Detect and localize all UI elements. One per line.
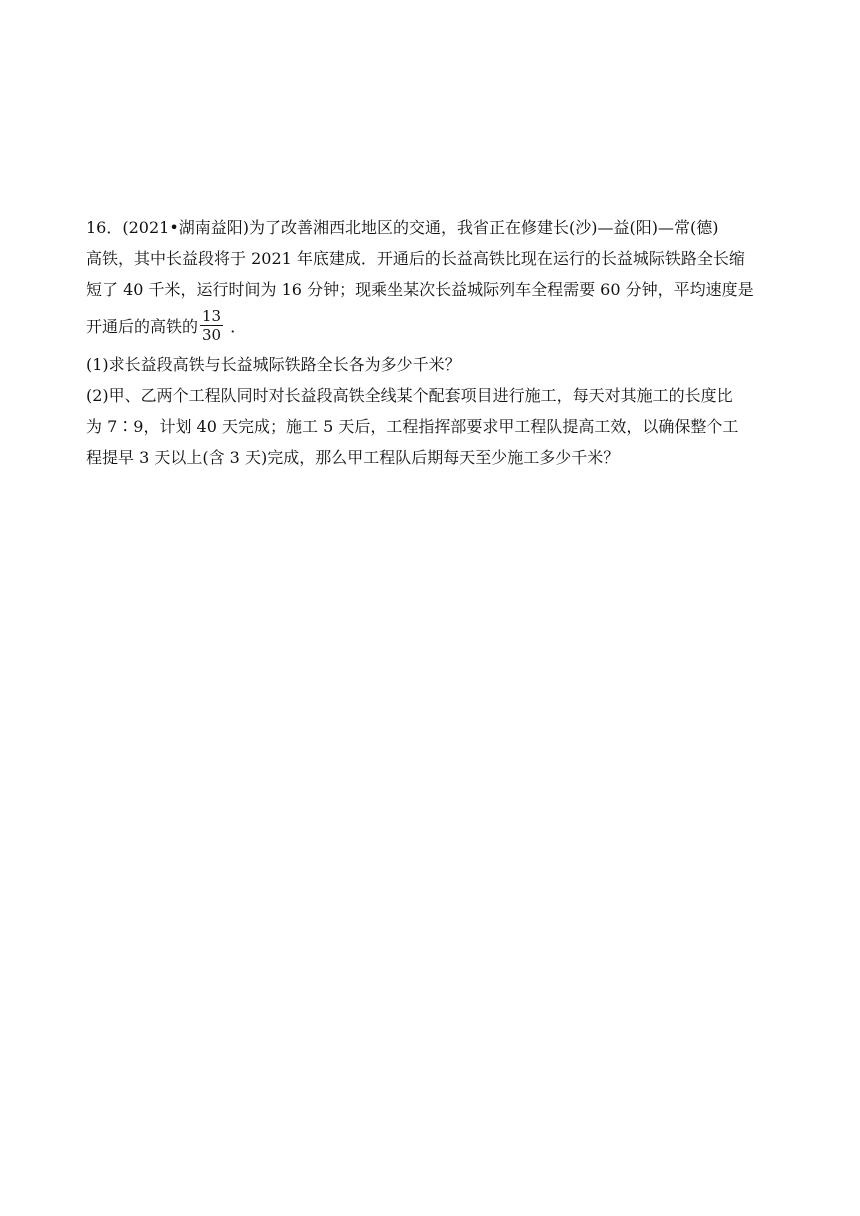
part-2-line-2: 为 7∶9，计划 40 天完成；施工 5 天后，工程指挥部要求甲工程队提高工效，以确保整个工 (86, 417, 739, 436)
fraction-numerator: 13 (202, 307, 222, 325)
problem-content (86, 212, 776, 473)
problem-line-4-end: ． (225, 317, 247, 336)
problem-line-3: 短了 40 千米，运行时间为 16 分钟；现乘坐某次长益城际列车全程需要 60 分钟，平均速度是 (86, 280, 754, 299)
part-2-line-1: (2)甲、乙两个工程队同时对长益段高铁全线某个配套项目进行施工，每天对其施工的长度比 (86, 386, 733, 405)
part-2-question (86, 380, 776, 473)
fraction-13-30 (200, 307, 223, 344)
part-1-line: (1)求长益段高铁与长益城际铁路全长各为多少千米？ (86, 355, 461, 374)
problem-line-1: 16．(2021•湖南益阳)为了改善湘西北地区的交通，我省正在修建长(沙)—益(阳)—常(德) (86, 218, 719, 237)
problem-line-4 (86, 305, 776, 349)
problem-line-2: 高铁，其中长益段将于 2021 年底建成．开通后的长益高铁比现在运行的长益城际铁路全长缩 (86, 249, 745, 268)
part-1-question (86, 349, 776, 380)
fraction-denominator: 30 (202, 326, 222, 344)
problem-line-4-text: 开通后的高铁的 (86, 317, 199, 336)
problem-statement (86, 212, 776, 349)
part-2-line-3: 程提早 3 天以上(含 3 天)完成，那么甲工程队后期每天至少施工多少千米？ (86, 448, 620, 467)
